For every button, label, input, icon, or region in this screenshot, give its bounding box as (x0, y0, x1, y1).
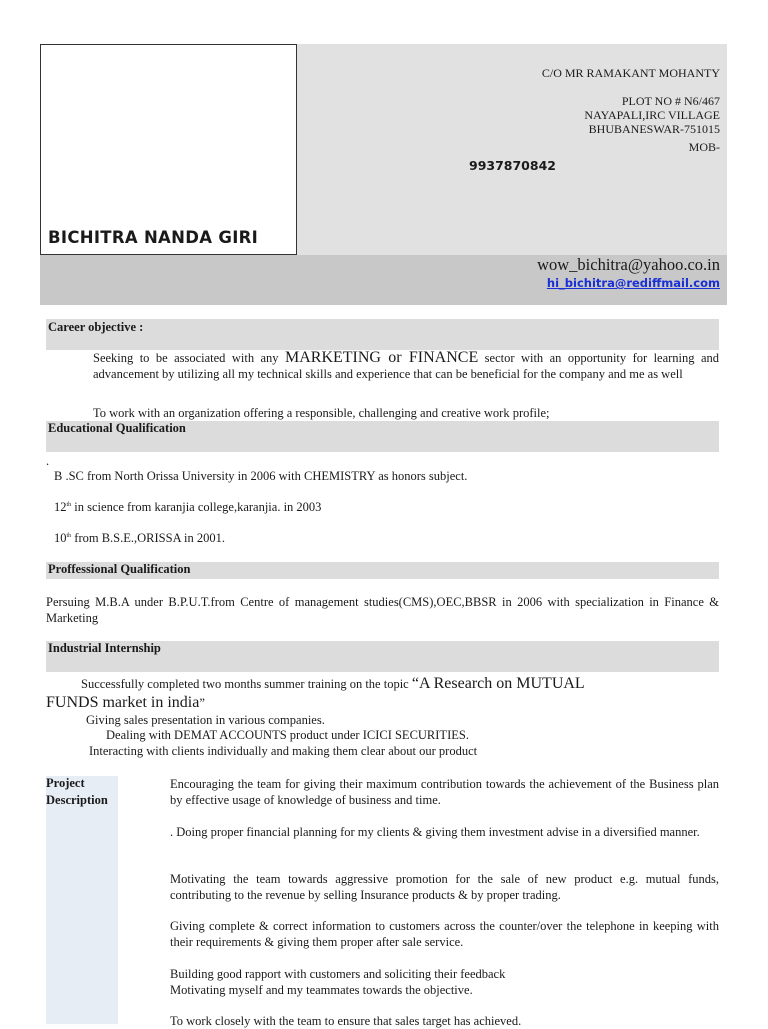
project-point-2: . Doing proper financial planning for my clients & giving them investment advise in a diversified manner. (170, 825, 700, 839)
email-secondary-link[interactable]: hi_bichitra@rediffmail.com (546, 276, 720, 290)
professional-text: Persuing M.B.A under B.P.U.T.from Centre of management studies(CMS),OEC,BBSR in 2006 with specialization in Finance & Marketing (46, 595, 719, 625)
candidate-name: BICHITRA NANDA GIRI (48, 228, 259, 247)
education-title: Educational Qualification (48, 421, 186, 435)
internship-line-2: Dealing with DEMAT ACCOUNTS product under ICICI SECURITIES. (106, 728, 469, 742)
photo-placeholder (40, 44, 297, 255)
project-point-4: Giving complete & correct information to customers across the counter/over the telephone in keeping with their requirements & giving them proper after sale service. (170, 919, 719, 949)
address-line-4: BHUBANESWAR-751015 (588, 122, 720, 136)
project-point-1: Encouraging the team for giving their maximum contribution towards the achievement of the Business plan by effective usage of knowledge of business and time. (170, 777, 719, 807)
project-point-3: Motivating the team towards aggressive promotion for the sale of new product e.g. mutual funds, contributing to the revenue by selling Insurance products & by proper trading. (170, 872, 719, 902)
internship-title: Industrial Internship (48, 641, 161, 655)
project-point-6: To work closely with the team to ensure that sales target has achieved. (170, 1014, 522, 1028)
address-line-1: C/O MR RAMAKANT MOHANTY (541, 66, 720, 80)
internship-line-1: Giving sales presentation in various companies. (86, 713, 325, 727)
email-primary: wow_bichitra@yahoo.co.in (537, 255, 720, 274)
project-point-5b: Motivating myself and my teammates towards the objective. (170, 983, 473, 997)
career-highlight: MARKETING or FINANCE (284, 349, 479, 366)
career-objective-paragraph (93, 350, 719, 382)
education-12th: 12th in science from karanjia college,karanjia. in 2003 (54, 500, 322, 514)
career-objective-bar (46, 319, 719, 350)
project-description-label: Project Description (46, 776, 108, 807)
project-label-column (46, 776, 118, 1024)
address-line-2: PLOT NO # N6/467 (621, 94, 720, 108)
internship-intro: Successfully completed two months summer training on the topic “A Research on MUTUAL (81, 675, 585, 692)
professional-title: Proffessional Qualification (48, 562, 191, 576)
internship-topic-start: “A Research on MUTUAL (411, 675, 585, 692)
education-dot: . (46, 454, 50, 468)
career-objective-title: Career objective : (48, 320, 144, 334)
address-line-3: NAYAPALI,IRC VILLAGE (584, 108, 720, 122)
internship-line-3: Interacting with clients individually and making them clear about our product (89, 744, 478, 758)
career-text-pre: Seeking to be associated with any (93, 351, 285, 365)
career-objective-line-2: To work with an organization offering a responsible, challenging and creative work profile; (93, 406, 550, 420)
education-bsc: B .SC from North Orissa University in 2006 with CHEMISTRY as honors subject. (54, 469, 468, 483)
career-text-post: sector with an opportunity for learning and advancement by utilizing all my technical skills and experience that can be beneficial for the company and me as well (93, 351, 720, 381)
internship-topic-line-2: FUNDS market in india” (46, 694, 205, 711)
phone-number: 9937870842 (469, 158, 556, 173)
project-point-5a: Building good rapport with customers and soliciting their feedback (170, 967, 506, 981)
mobile-label: MOB- (688, 140, 720, 154)
education-10th: 10th from B.S.E.,ORISSA in 2001. (54, 531, 226, 545)
